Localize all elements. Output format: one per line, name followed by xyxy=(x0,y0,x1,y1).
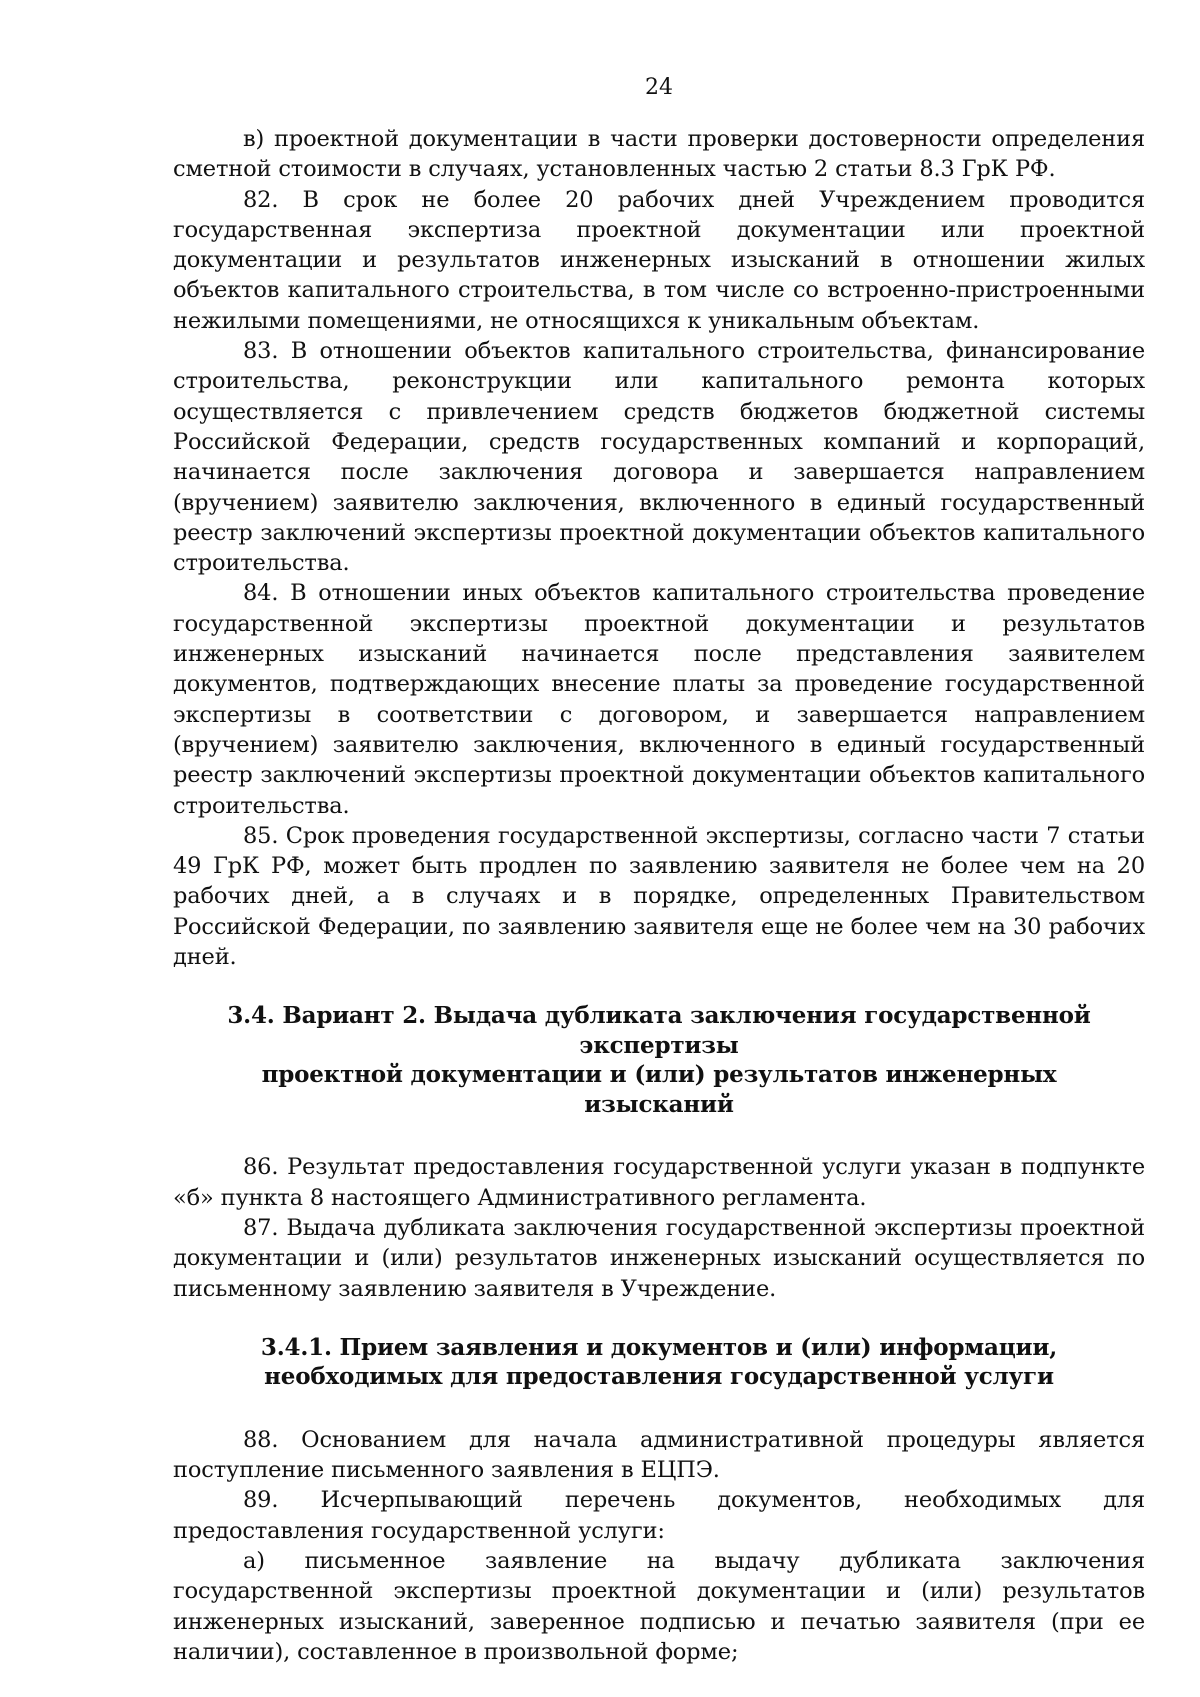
section-heading-3-4 xyxy=(173,1001,1145,1119)
heading-line: изысканий xyxy=(584,1090,734,1118)
paragraph-clause-a: а) письменное заявление на выдачу дубликата заключения государственной экспертизы проектной документации и (или) результатов инженерных изысканий, заверенное подписью и печатью заявителя (при ее наличии), составленное в произвольной форме; xyxy=(173,1547,1145,1665)
document-body xyxy=(173,124,1145,1667)
page-number: 24 xyxy=(645,75,673,100)
heading-line: 3.4.1. Прием заявления и документов и (или) информации, xyxy=(260,1333,1058,1361)
paragraph-83: 83. В отношении объектов капитального строительства, финансирование строительства, реконструкции или капитального ремонта которых осуществляется с привлечением средств бюджетов бюджетной системы Российской Федерации, средств государственных компаний и корпораций, начинается после заключения договора и завершается направлением (вручением) заявителю заключения, включенного в единый государственный реестр заключений экспертизы проектной документации объектов капитального строительства. xyxy=(173,338,1145,577)
paragraph-85: 85. Срок проведения государственной экспертизы, согласно части 7 статьи 49 ГрК РФ, может быть продлен по заявлению заявителя не более чем на 20 рабочих дней, а в случаях и в порядке, определенных Правительством Российской Федерации, по заявлению заявителя еще не более чем на 30 рабочих дней. xyxy=(173,822,1145,971)
heading-line: 3.4. Вариант 2. Выдача дубликата заключения государственной экспертизы xyxy=(227,1002,1091,1059)
paragraph-89: 89. Исчерпывающий перечень документов, необходимых для предоставления государственной услуги: xyxy=(173,1487,1145,1544)
paragraph-87: 87. Выдача дубликата заключения государственной экспертизы проектной документации и (или) результатов инженерных изысканий осуществляется по письменному заявлению заявителя в Учреждение. xyxy=(173,1214,1145,1302)
paragraph-84: 84. В отношении иных объектов капитального строительства проведение государственной экспертизы проектной документации и результатов инженерных изысканий начинается после представления заявителем документов, подтверждающих внесение платы за проведение государственной экспертизы в соответствии с договором, и завершается направлением (вручением) заявителю заключения, включенного в единый государственный реестр заключений экспертизы проектной документации объектов капитального строительства. xyxy=(173,580,1145,819)
subsection-heading-3-4-1 xyxy=(173,1333,1145,1392)
paragraph-88: 88. Основанием для начала административной процедуры является поступление письменного заявления в ЕЦПЭ. xyxy=(173,1426,1145,1484)
heading-line: проектной документации и (или) результатов инженерных xyxy=(261,1061,1057,1089)
paragraph-clause-v: в) проектной документации в части проверки достоверности определения сметной стоимости в случаях, установленных частью 2 статьи 8.3 ГрК РФ. xyxy=(173,126,1145,183)
document-page xyxy=(173,0,1145,1697)
heading-line: необходимых для предоставления государственной услуги xyxy=(264,1363,1054,1391)
paragraph-82: 82. В срок не более 20 рабочих дней Учреждением проводится государственная экспертиза проектной документации или проектной документации и результатов инженерных изысканий в отношении жилых объектов капитального строительства, в том числе со встроенно-пристроенными нежилыми помещениями, не относящихся к уникальным объектам. xyxy=(173,186,1145,334)
paragraph-86: 86. Результат предоставления государственной услуги указан в подпункте «б» пункта 8 настоящего Административного регламента. xyxy=(173,1154,1145,1211)
